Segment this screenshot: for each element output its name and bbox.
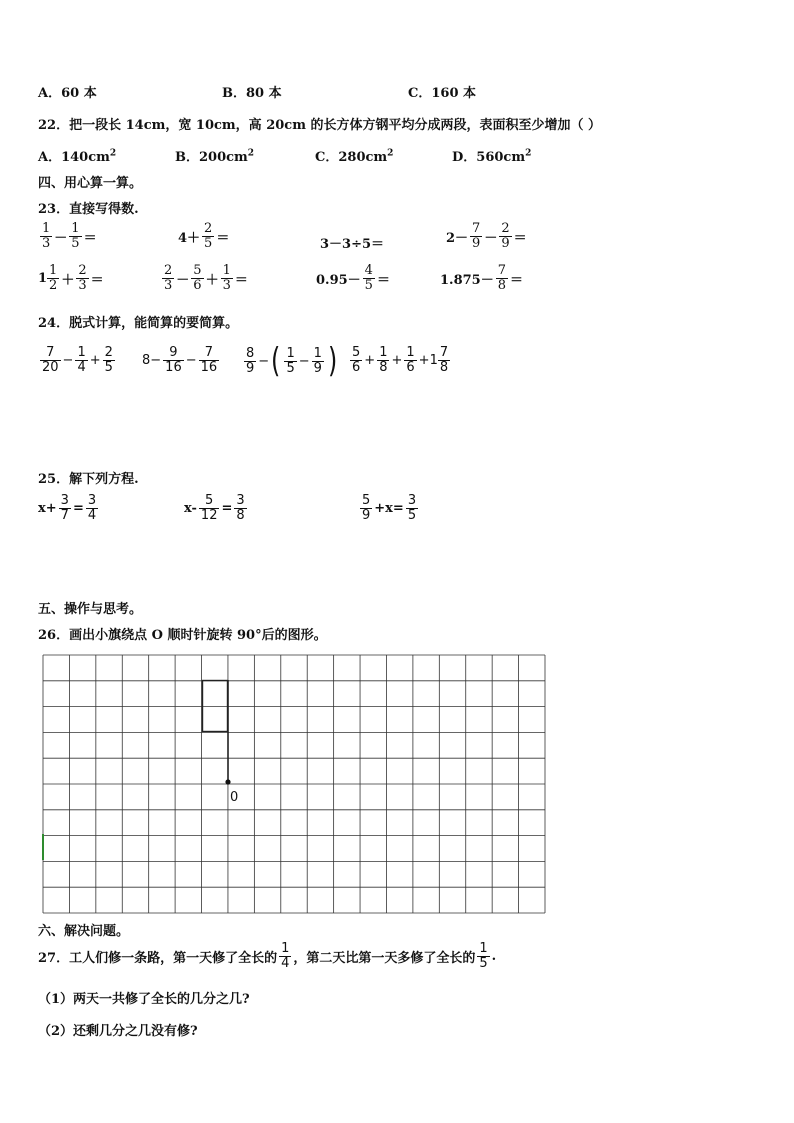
q27-sub-2: （2）还剩几分之几没有修? xyxy=(38,1024,198,1039)
q23-expr-3: 3－3÷5＝ xyxy=(320,237,385,252)
q25-eq-2: x- $\frac{5}{12}$ = $\frac{3}{8}$ xyxy=(184,493,245,523)
q27-stem: 27．工人们修一条路，第一天修了全长的 $\frac{1}{4}$ ，第二天比第一天多修了全长的 $\frac{1}{5}$ . xyxy=(38,941,497,971)
q25-stem: 25．解下列方程. xyxy=(38,472,139,487)
grid-lines xyxy=(43,655,545,913)
q22-option-b: B．$200cm^2$ xyxy=(175,148,255,165)
flag-banner xyxy=(203,681,228,732)
point-o-label: 0 xyxy=(230,790,239,805)
q23-expr-4: 2－ $\frac{7}{9}$ － $\frac{2}{9}$ ＝ xyxy=(446,221,527,251)
section-5-heading: 五、操作与思考。 xyxy=(38,602,143,617)
q23-expr-8: 1.875－ $\frac{7}{8}$ ＝ xyxy=(440,263,524,293)
q24-stem: 24．脱式计算，能简算的要简算。 xyxy=(38,316,239,331)
q23-expr-5: 1 $\frac{1}{2}$ ＋ $\frac{2}{3}$ ＝ xyxy=(38,263,104,293)
q22-stem: 22．把一段长 14cm，宽 10cm，高 20cm 的长方体方钢平均分成两段，表面积至少增加（ ） xyxy=(38,118,602,133)
point-o xyxy=(225,779,230,784)
q22-option-c: C．$280cm^2$ xyxy=(315,148,394,165)
q22-option-d: D．$560cm^2$ xyxy=(452,148,532,165)
q23-expr-7: 0.95－ $\frac{4}{5}$ ＝ xyxy=(316,263,390,293)
rotation-grid xyxy=(42,654,546,914)
section-4-heading: 四、用心算一算。 xyxy=(38,176,143,191)
q27-sub-1: （1）两天一共修了全长的几分之几? xyxy=(38,992,250,1007)
q23-expr-1: $\frac{1}{3}$ － $\frac{1}{5}$ ＝ xyxy=(42,221,97,251)
q25-eq-1: x+ $\frac{3}{7}$ = $\frac{3}{4}$ xyxy=(38,493,97,523)
q23-expr-6: $\frac{2}{3}$ － $\frac{5}{6}$ ＋ $\frac{1}{3}$ ＝ xyxy=(164,263,248,293)
q23-expr-2: 4＋ $\frac{2}{5}$ ＝ xyxy=(178,221,230,251)
q22-option-a: A．$140cm^2$ xyxy=(38,148,117,165)
q24-expr-1: $\frac{7}{20}$ − $\frac{1}{4}$ + $\frac{2}{5}$ xyxy=(42,345,113,375)
section-6-heading: 六、解决问题。 xyxy=(38,924,130,939)
q24-expr-2: 8− $\frac{9}{16}$ − $\frac{7}{16}$ xyxy=(142,345,218,375)
q21-option-a: A．60 本 xyxy=(38,86,97,101)
q24-expr-3: $\frac{8}{9}$ − ( $\frac{1}{5}$ − $\frac{1}{9}$ ) xyxy=(246,341,338,381)
q21-option-c: C．160 本 xyxy=(408,86,477,101)
q26-stem: 26．画出小旗绕点 O 顺时针旋转 90°后的图形。 xyxy=(38,628,327,643)
q24-expr-4: $\frac{5}{6}$ + $\frac{1}{8}$ + $\frac{1}{6}$ + 1 $\frac{7}{8}$ xyxy=(352,345,449,375)
q23-stem: 23．直接写得数. xyxy=(38,202,139,217)
q25-eq-3: $\frac{5}{9}$ +x= $\frac{3}{5}$ xyxy=(362,493,417,523)
q21-option-b: B．80 本 xyxy=(222,86,282,101)
